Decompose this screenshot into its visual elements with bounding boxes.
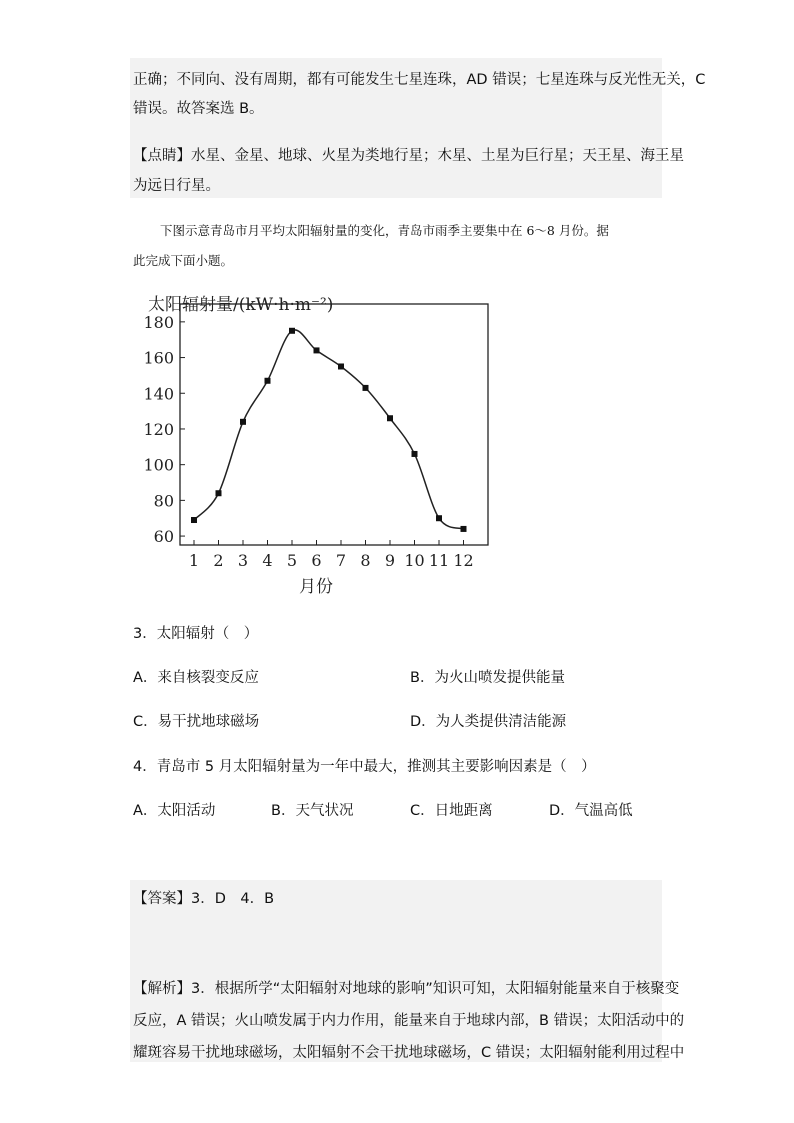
x-tick-label: 5 [286, 551, 298, 570]
data-point [240, 419, 246, 425]
x-tick-label: 12 [453, 551, 474, 570]
x-axis-label: 月份 [299, 577, 333, 597]
top-line-2: 错误。故答案选 B。 [133, 101, 264, 117]
x-tick-label: 8 [360, 551, 371, 570]
y-tick-label: 60 [153, 527, 174, 547]
y-axis-label: 太阳辐射量/(kW·h·m⁻²) [148, 295, 334, 315]
data-point [338, 363, 344, 369]
top-line-1: 正确；不同向、没有周期，都有可能发生七星连珠，AD 错误；七星连珠与反光性无关，C [133, 72, 706, 88]
q3-option-c[interactable]: C．易干扰地球磁场 [133, 714, 260, 730]
x-tick-label: 1 [188, 551, 200, 570]
analysis-line-3: 耀斑容易干扰地球磁场，太阳辐射不会干扰地球磁场，C 错误；太阳辐射能利用过程中 [133, 1045, 685, 1061]
q4-option-b[interactable]: B．天气状况 [271, 803, 354, 819]
solar-radiation-chart [140, 290, 500, 600]
plot-frame [180, 304, 488, 545]
y-tick-label: 120 [143, 419, 174, 439]
dianjing-line-2: 为远日行星。 [133, 178, 220, 194]
q3-option-a[interactable]: A．来自核裂变反应 [133, 670, 259, 686]
data-point [289, 328, 295, 334]
q4-option-a[interactable]: A．太阳活动 [133, 803, 216, 819]
q3-option-d[interactable]: D．为人类提供清洁能源 [410, 714, 567, 730]
intro-line-1: 下图示意青岛市月平均太阳辐射量的变化，青岛市雨季主要集中在 6～8 月份。据 [160, 223, 609, 238]
radiation-curve [194, 330, 464, 529]
x-tick-label: 3 [237, 551, 249, 570]
q4-option-d[interactable]: D．气温高低 [549, 803, 633, 819]
data-point [461, 526, 467, 532]
analysis-line-2: 反应，A 错误；火山喷发属于内力作用，能量来自于地球内部，B 错误；太阳活动中的 [133, 1013, 685, 1029]
x-tick-label: 7 [335, 551, 347, 570]
x-tick-label: 11 [428, 551, 450, 570]
data-point [436, 515, 442, 521]
y-tick-label: 160 [143, 348, 174, 368]
data-point [265, 378, 271, 384]
dianjing-line-1: 【点睛】水星、金星、地球、火星为类地行星；木星、土星为巨行星；天王星、海王星 [133, 148, 684, 164]
x-tick-label: 6 [311, 551, 322, 570]
answer-line: 【答案】3．D 4．B [133, 891, 275, 907]
y-tick-label: 180 [143, 312, 174, 332]
q3-option-b[interactable]: B．为火山喷发提供能量 [410, 670, 565, 686]
intro-line-2: 此完成下面小题。 [133, 253, 234, 268]
y-tick-label: 140 [143, 384, 174, 404]
x-tick-label: 10 [404, 551, 425, 570]
q3-stem: 3．太阳辐射（ ） [133, 626, 259, 642]
data-point [387, 415, 393, 421]
y-tick-label: 100 [143, 455, 174, 475]
q4-stem: 4．青岛市 5 月太阳辐射量为一年中最大，推测其主要影响因素是（ ） [133, 759, 596, 775]
q4-option-c[interactable]: C．日地距离 [410, 803, 493, 819]
data-point [363, 385, 369, 391]
data-point [314, 347, 320, 353]
analysis-line-1: 【解析】3．根据所学“太阳辐射对地球的影响”知识可知，太阳辐射能量来自于核聚变 [133, 981, 680, 997]
data-point [191, 517, 197, 523]
x-tick-label: 9 [384, 551, 396, 570]
data-point [216, 490, 222, 496]
data-point [412, 451, 418, 457]
y-tick-label: 80 [153, 491, 174, 511]
x-tick-label: 4 [262, 551, 273, 570]
x-tick-label: 2 [213, 551, 224, 570]
